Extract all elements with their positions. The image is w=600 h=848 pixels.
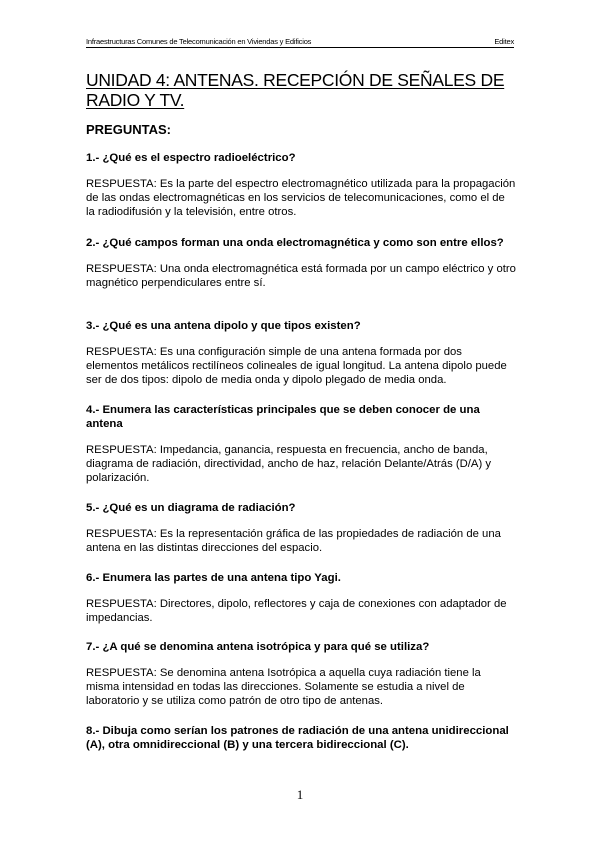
qa-block-4	[86, 403, 516, 485]
answer-6: RESPUESTA: Directores, dipolo, reflectores y caja de conexiones con adaptador de impedancias.	[86, 598, 507, 624]
question-4: 4.- Enumera las características principales que se deben conocer de una antena	[86, 404, 480, 430]
page-number: 1	[296, 787, 304, 802]
question-3: 3.- ¿Qué es una antena dipolo y que tipos existen?	[86, 320, 361, 332]
running-header	[86, 37, 514, 48]
answer-4: RESPUESTA: Impedancia, ganancia, respuesta en frecuencia, ancho de banda, diagrama de radiación, directividad, ancho de haz, relación Delante/Atrás (D/A) y polarización.	[86, 444, 492, 484]
page-title: UNIDAD 4: ANTENAS. RECEPCIÓN DE SEÑALES DE RADIO Y TV.	[86, 70, 505, 110]
question-7: 7.- ¿A qué se denomina antena isotrópica y para qué se utiliza?	[86, 641, 430, 653]
answer-2: RESPUESTA: Una onda electromagnética está formada por un campo eléctrico y otro magnético perpendiculares entre sí.	[86, 263, 516, 289]
qa-block-2	[86, 236, 516, 290]
header-right-text: Editex	[494, 37, 514, 46]
qa-block-6	[86, 571, 516, 625]
answer-5: RESPUESTA: Es la representación gráfica de las propiedades de radiación de una antena en las distintas direcciones del espacio.	[86, 528, 501, 554]
question-2: 2.- ¿Qué campos forman una onda electromagnética y como son entre ellos?	[86, 237, 504, 249]
qa-block-1	[86, 151, 516, 219]
qa-block-3	[86, 319, 516, 387]
answer-3: RESPUESTA: Es una configuración simple de una antena formada por dos elementos metálicos rectilíneos colineales de igual longitud. La antena dipolo puede ser de dos tipos: dipolo de media onda y dipolo plegado de media onda.	[86, 346, 507, 386]
qa-block-7	[86, 640, 516, 708]
section-label: PREGUNTAS:	[86, 122, 171, 137]
header-left-text: Infraestructuras Comunes de Telecomunicación en Viviendas y Edificios	[86, 37, 312, 46]
question-1: 1.- ¿Qué es el espectro radioeléctrico?	[86, 152, 296, 164]
answer-1: RESPUESTA: Es la parte del espectro electromagnético utilizada para la propagación de las ondas electromagnéticas en los servicios de telecomunicaciones, como el de la radiodifusión y la televisión, entre otros.	[86, 178, 516, 218]
question-6: 6.- Enumera las partes de una antena tipo Yagi.	[86, 572, 341, 584]
question-5: 5.- ¿Qué es un diagrama de radiación?	[86, 502, 296, 514]
qa-block-5	[86, 501, 516, 555]
answer-7: RESPUESTA: Se denomina antena Isotrópica a aquella cuya radiación tiene la misma intensidad en todas las direcciones. Solamente se estudia a nivel de laboratorio y se utiliza como patrón de otro tipo de antenas.	[86, 667, 481, 707]
qa-block-8	[86, 724, 516, 752]
question-8: 8.- Dibuja como serían los patrones de radiación de una antena unidireccional (A), otra omnidireccional (B) y una tercera bidireccional (C).	[86, 725, 509, 751]
